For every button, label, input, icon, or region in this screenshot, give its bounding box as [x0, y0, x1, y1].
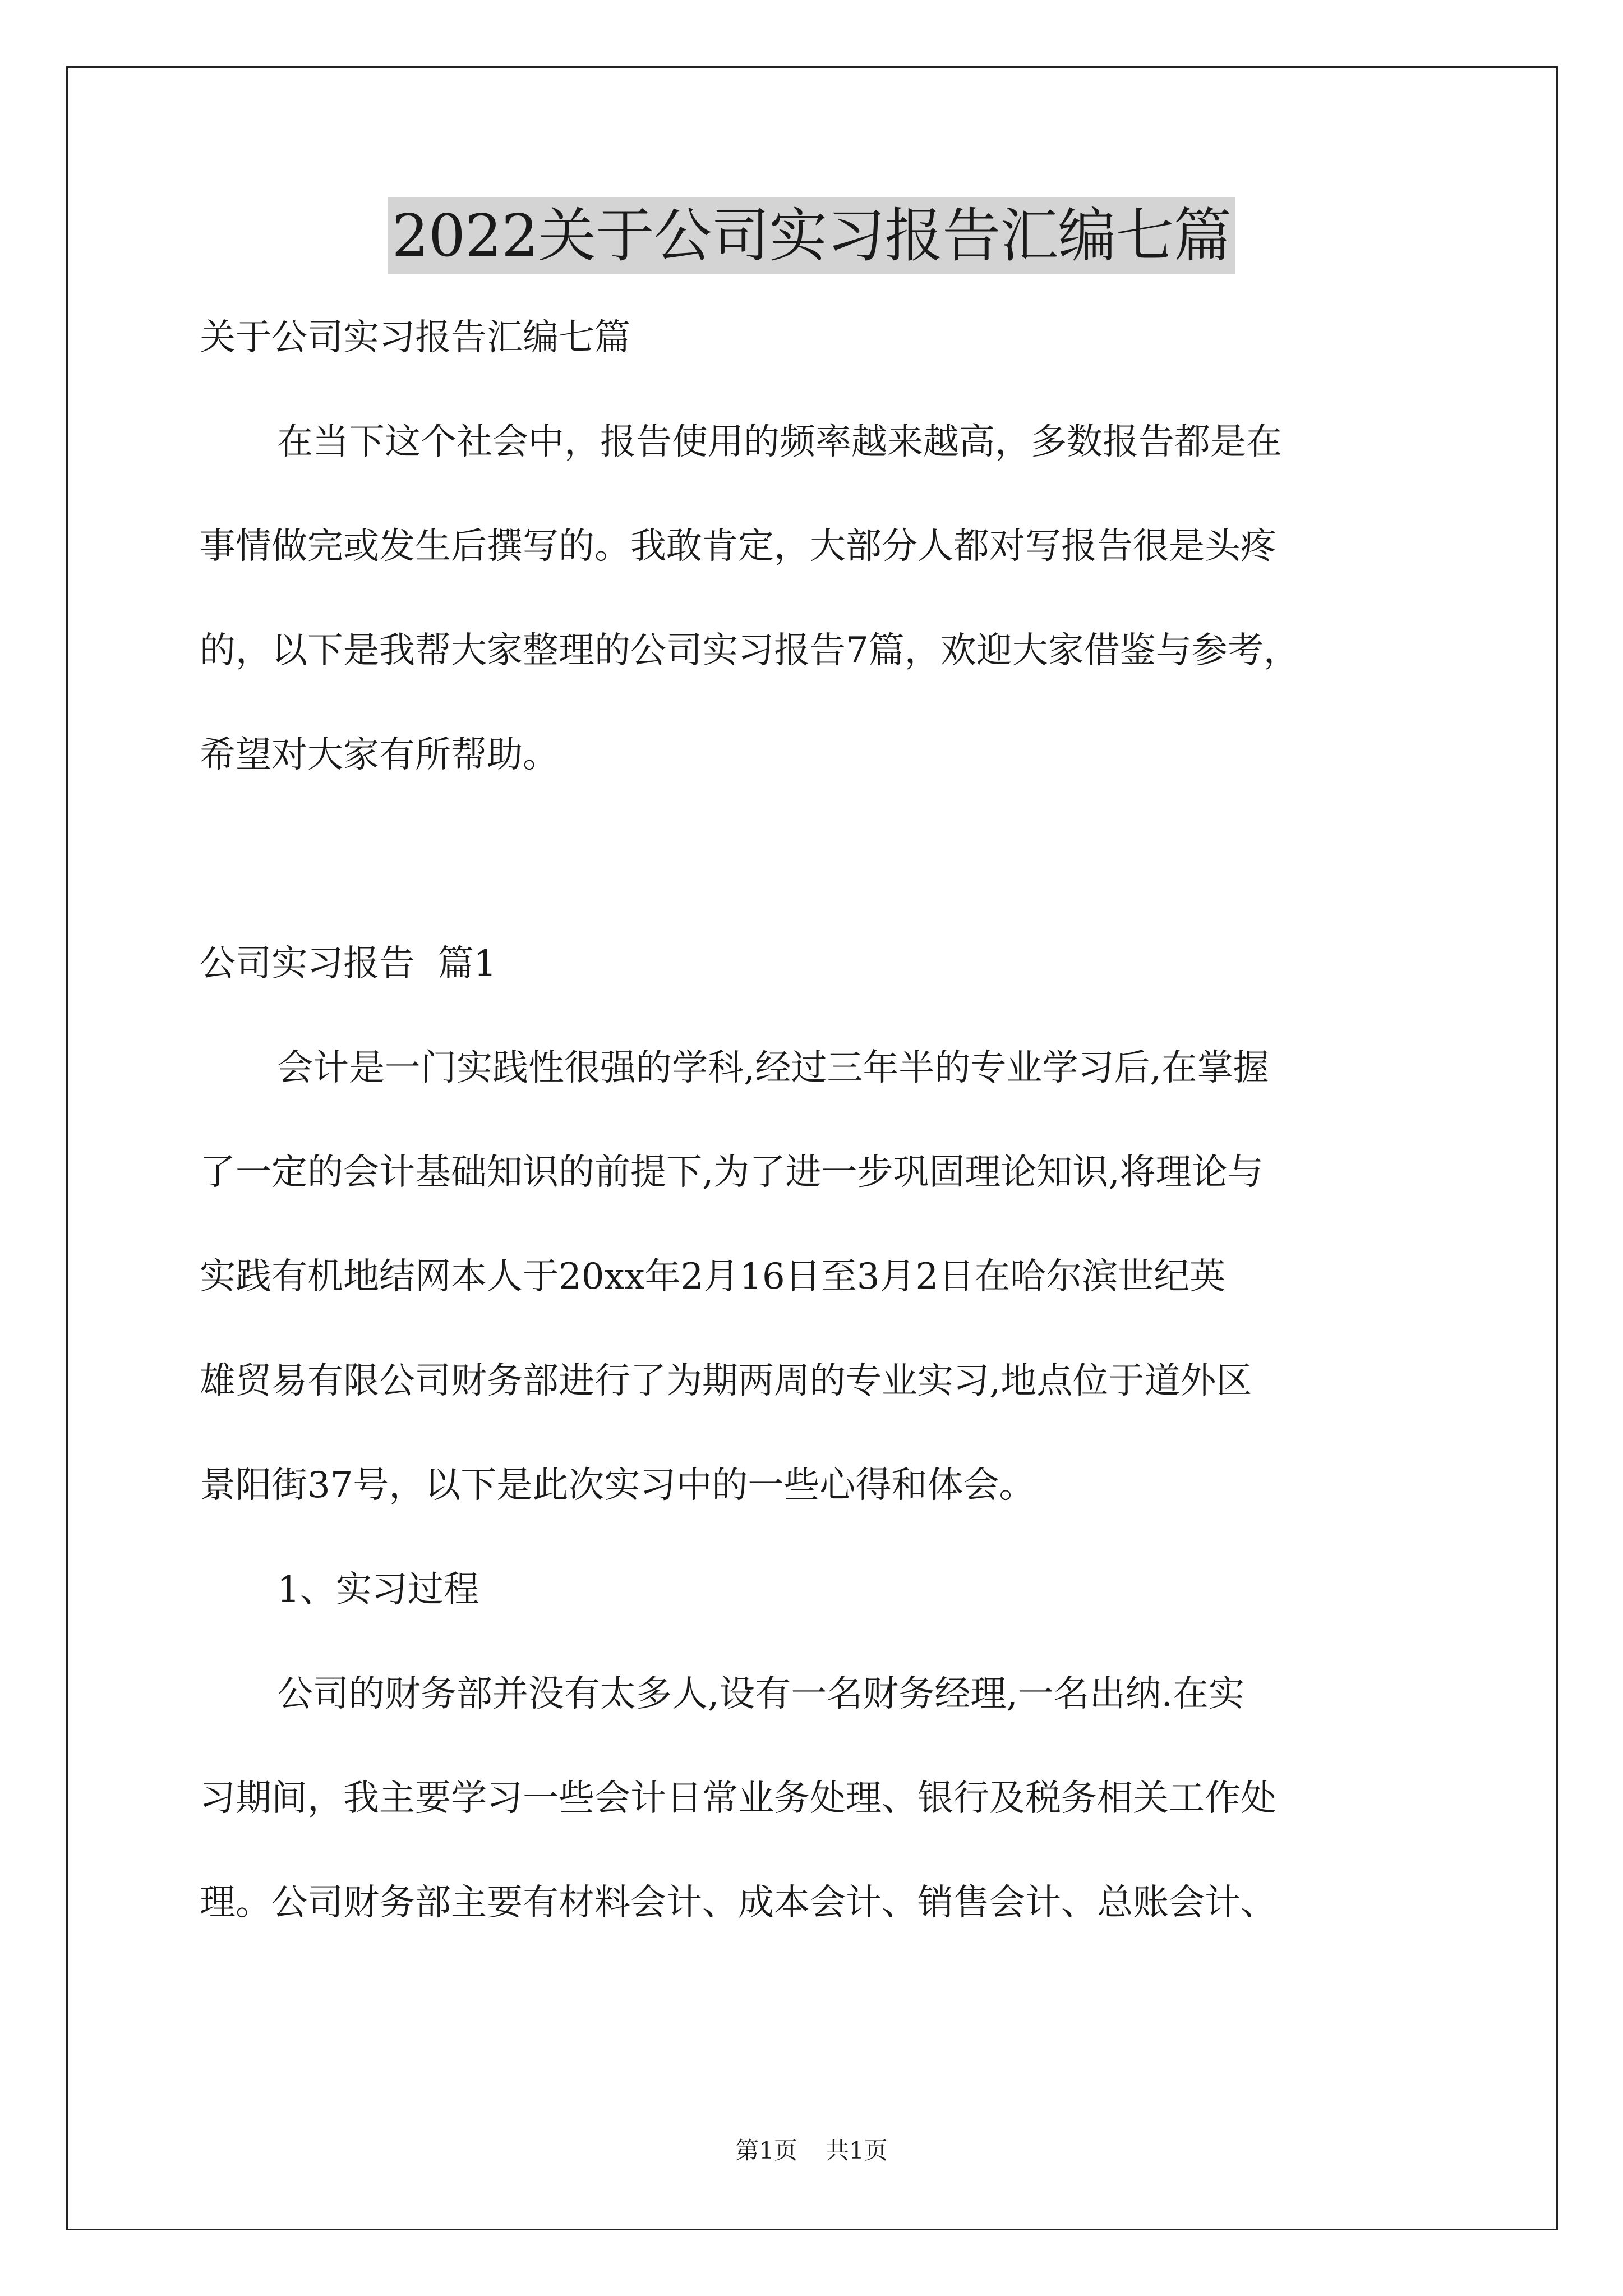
section-line: 实践有机地结网本人于20xx年2月16日至3月2日在哈尔滨世纪英 — [200, 1256, 1226, 1297]
page-number: 第1页 — [735, 2137, 797, 2164]
section-line: 会计是一门实践性很强的学科,经过三年半的专业学习后,在掌握 — [277, 1047, 1269, 1089]
section-line: 雄贸易有限公司财务部进行了为期两周的专业实习,地点位于道外区 — [200, 1360, 1252, 1402]
intro-line: 希望对大家有所帮助。 — [200, 734, 559, 776]
section-line: 了一定的会计基础知识的前提下,为了进一步巩固理论知识,将理论与 — [200, 1152, 1264, 1193]
page-total: 共1页 — [826, 2137, 888, 2164]
intro-line: 在当下这个社会中，报告使用的频率越来越高，多数报告都是在 — [277, 421, 1282, 463]
title-container — [0, 197, 1623, 274]
document-subtitle: 关于公司实习报告汇编七篇 — [200, 317, 630, 358]
document-body — [200, 303, 1433, 1972]
document-title: 2022关于公司实习报告汇编七篇 — [388, 197, 1236, 274]
section-line: 景阳街37号，以下是此次实习中的一些心得和体会。 — [200, 1465, 1035, 1506]
intro-line: 事情做完或发生后撰写的。我敢肯定，大部分人都对写报告很是头疼 — [200, 526, 1276, 567]
subheading: 1、实习过程 — [277, 1569, 479, 1611]
intro-line: 的，以下是我帮大家整理的公司实习报告7篇，欢迎大家借鉴与参考， — [200, 630, 1299, 671]
page-footer — [0, 2134, 1623, 2168]
paragraph-gap — [200, 825, 1433, 929]
process-line: 习期间，我主要学习一些会计日常业务处理、银行及税务相关工作处 — [200, 1778, 1276, 1819]
process-line: 公司的财务部并没有太多人,设有一名财务经理,一名出纳.在实 — [277, 1673, 1245, 1715]
section-heading: 公司实习报告 篇1 — [200, 943, 497, 984]
process-line: 理。公司财务部主要有材料会计、成本会计、销售会计、总账会计、 — [200, 1882, 1276, 1924]
